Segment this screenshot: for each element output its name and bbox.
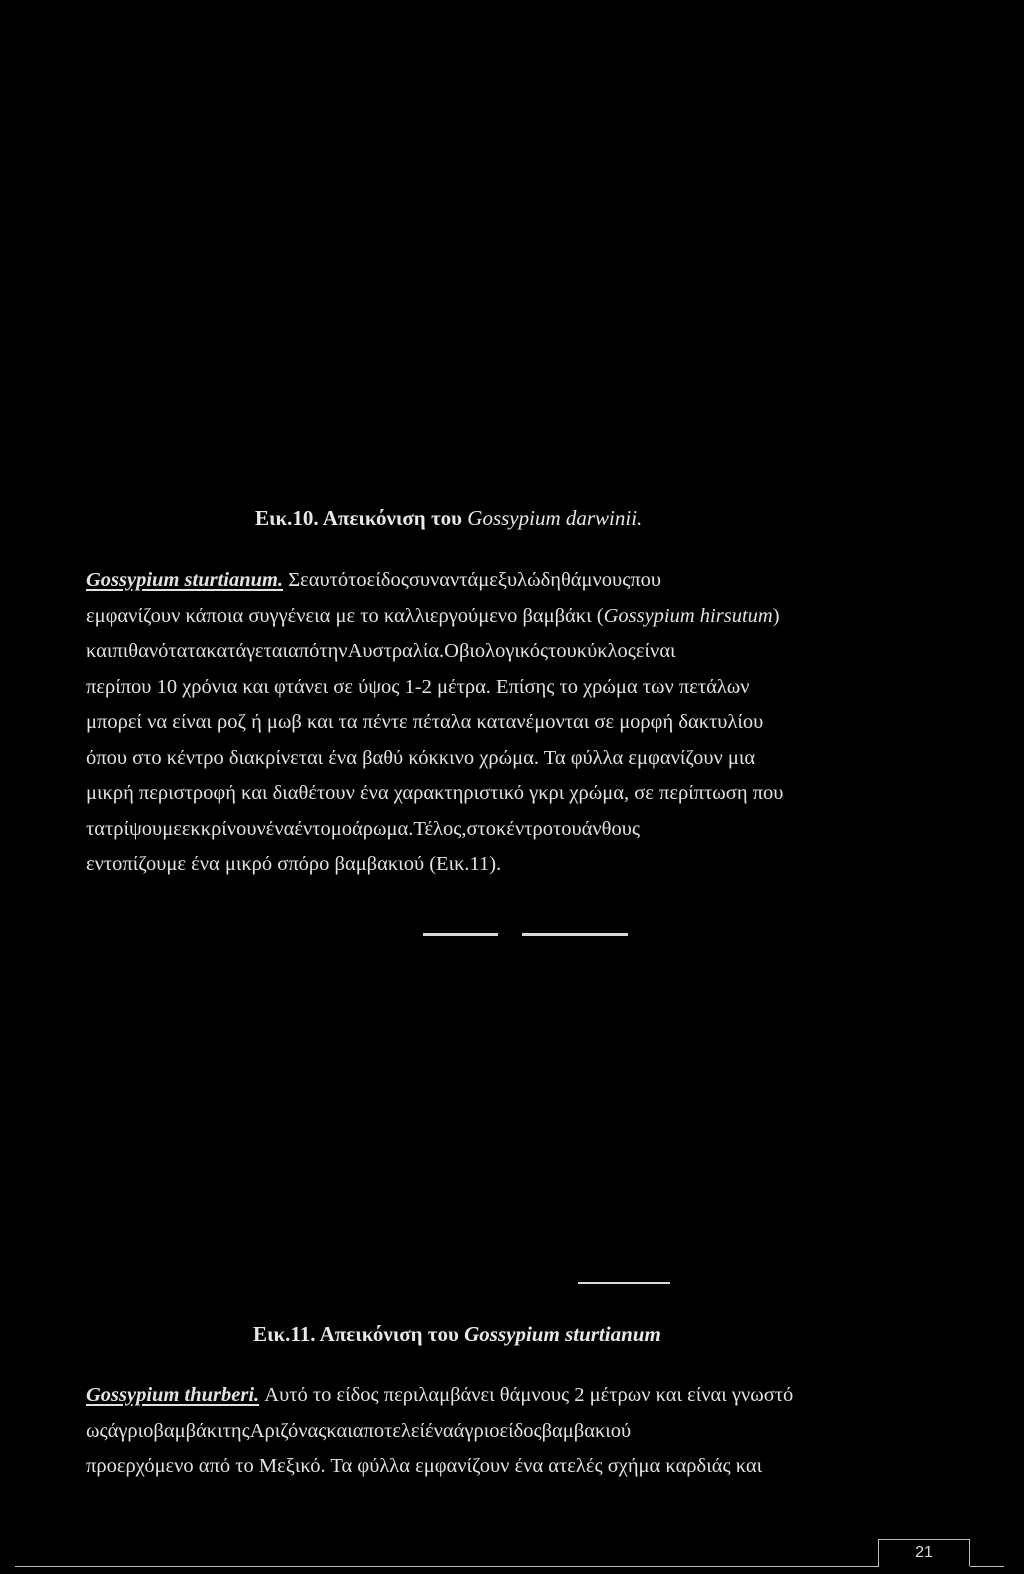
para1-line-6: όπου στο κέντρο διακρίνεται ένα βαθύ κόκκινο χρώμα. Τα φύλλα εμφανίζουν μια	[86, 746, 756, 769]
word: έντομο	[294, 817, 352, 840]
word: το	[348, 569, 367, 591]
word: πιθανότατα	[112, 640, 207, 662]
separator-rule-right	[522, 933, 628, 936]
word: άνθους	[581, 817, 640, 840]
word: κύκλος	[576, 640, 636, 662]
page-number: 21	[915, 1544, 933, 1561]
paragraph-thurberi	[86, 1378, 870, 1485]
word: άγριο	[107, 1419, 154, 1442]
word: θάμνους	[560, 569, 631, 591]
word: βιολογικός	[458, 640, 549, 662]
para1-line-2-text: εμφανίζουν κάποια συγγένεια με το καλλιεργούμενο βαμβάκι (	[86, 604, 604, 627]
word: και	[326, 1419, 353, 1442]
word: είναι	[635, 640, 676, 662]
para1-line-1	[86, 563, 870, 599]
word: άρωμα.	[352, 817, 414, 840]
word: βαμβάκι	[153, 1419, 223, 1442]
genus-heading-sturtianum: Gossypium sturtianum.	[86, 569, 284, 591]
para2-line-3: προερχόμενο από το Μεξικό. Τα φύλλα εμφανίζουν ένα ατελές σχήμα καρδιάς και	[86, 1455, 763, 1477]
para1-line-2	[86, 599, 870, 635]
word: στο	[466, 817, 497, 840]
word: βαμβακιού	[541, 1419, 632, 1442]
figure-10-label: Εικ.10. Απεικόνιση του	[255, 506, 463, 530]
word: συναντάμε	[408, 569, 498, 591]
figure-11-species: Gossypium sturtianum	[464, 1322, 661, 1346]
word: είδος	[366, 569, 409, 591]
word: είδος	[499, 1419, 542, 1442]
word: του	[552, 817, 582, 840]
figure-10-species: Gossypium darwinii.	[467, 506, 643, 530]
para1-line-3	[86, 634, 870, 670]
word: Σε	[288, 569, 309, 591]
para1-line-9: εντοπίζουμε ένα μικρό σπόρο βαμβακιού (Εικ.11).	[86, 853, 502, 875]
para1-line-5: μπορεί να είναι ροζ ή μωβ και τα πέντε πέταλα κατανέμονται σε μορφή δακτυλίου	[86, 711, 764, 733]
word: ένα	[425, 1419, 454, 1442]
word: ξυλώδη	[497, 569, 561, 591]
para1-line-8	[86, 812, 870, 848]
word: αυτό	[308, 569, 349, 591]
word: Αυστραλία.	[347, 640, 445, 662]
word: κέντρο	[496, 817, 553, 840]
word: αποτελεί	[352, 1419, 426, 1442]
footer-rule-right	[970, 1566, 1004, 1567]
word: κατάγεται	[206, 640, 288, 662]
word: Τέλος,	[413, 817, 467, 840]
word: τρίψουμε	[104, 817, 182, 840]
word: από	[288, 640, 320, 662]
species-hirsutum: Gossypium hirsutum	[603, 604, 773, 627]
word: της	[222, 1419, 250, 1442]
para2-line-2	[86, 1414, 870, 1450]
para1-line-7: μικρή περιστροφή και διαθέτουν ένα χαρακτηριστικό γκρι χρώμα, σε περίπτωση που	[86, 782, 784, 804]
word: ένα	[265, 817, 295, 840]
separator-rule-figure11	[578, 1282, 670, 1284]
page-number-box	[878, 1539, 970, 1566]
word: και	[86, 640, 113, 662]
footer-rule-left	[15, 1566, 879, 1567]
paragraph-sturtianum	[86, 563, 870, 883]
word: Αριζόνας	[249, 1419, 327, 1442]
word: ως	[86, 1419, 108, 1442]
word: τα	[86, 817, 105, 840]
word: που	[630, 569, 662, 591]
genus-heading-thurberi: Gossypium thurberi.	[86, 1384, 260, 1406]
figure-11-label: Εικ.11. Απεικόνιση του	[253, 1322, 459, 1346]
word: άγριο	[453, 1419, 500, 1442]
separator-rule-left	[423, 933, 498, 936]
figure-11-caption	[253, 1322, 661, 1347]
word: Ο	[444, 640, 459, 662]
para1-line-2-close: )	[772, 604, 780, 627]
para1-line-4: περίπου 10 χρόνια και φτάνει σε ύψος 1-2 μέτρα. Επίσης το χρώμα των πετάλων	[86, 675, 750, 698]
para2-line-1	[86, 1378, 870, 1414]
para2-line-1-text: Αυτό το είδος περιλαμβάνει θάμνους 2 μέτρων και είναι γνωστό	[264, 1384, 794, 1406]
word: την	[319, 640, 348, 662]
word: εκκρίνουν	[181, 817, 266, 840]
word: του	[548, 640, 577, 662]
figure-10-caption	[255, 506, 642, 531]
